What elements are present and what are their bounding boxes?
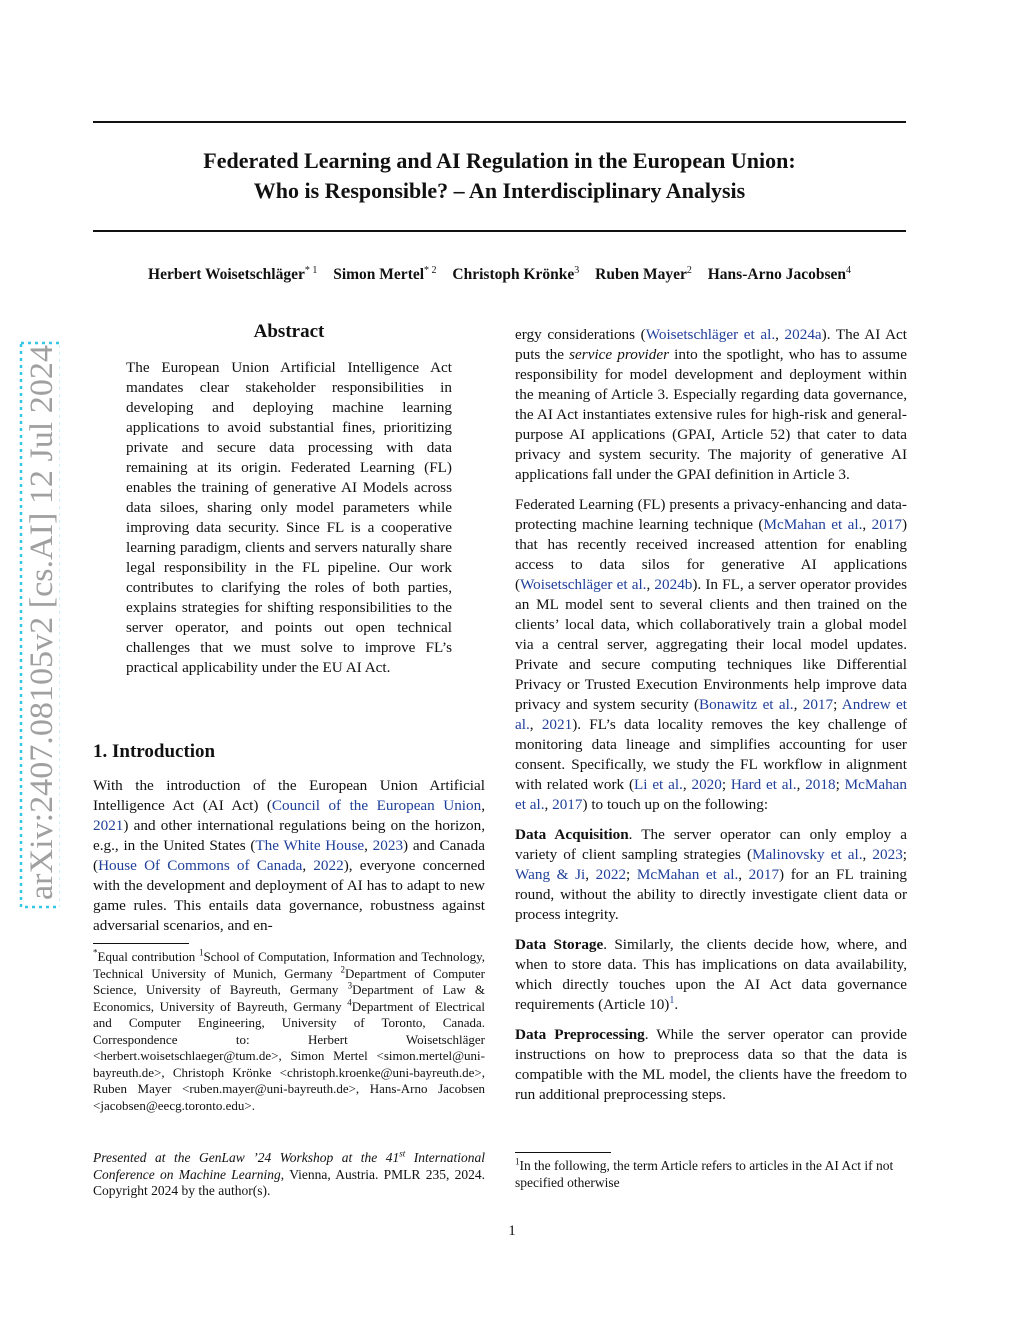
introduction-heading: 1. Introduction (93, 741, 216, 762)
data-preprocessing-paragraph: Data Preprocessing. While the server operator can provide instructions on how to preprocess data so that the data is compatible with the ML model, the clients have the freedom to run additional preprocessing steps. (515, 1026, 907, 1103)
title-bottom-rule (93, 230, 906, 232)
citation-link[interactable]: 2023 (372, 837, 404, 854)
citation-link[interactable]: 2024b (654, 576, 693, 593)
citation-link[interactable]: The White House (255, 837, 365, 854)
footnote-rule-right (515, 1152, 611, 1153)
citation-link[interactable]: 2017 (748, 866, 780, 883)
title-line-2: Who is Responsible? – An Interdisciplinary Analysis (253, 178, 746, 203)
intro-paragraph-continued: ergy considerations (Woisetschläger et al., 2024a). The AI Act puts the service provider into the spotlight, who has to assume responsibility for model development and deployment within the meaning of Article 3. Especially regarding data governance, the AI Act instantiates extensive rules for high-risk and general-purpose AI applications (GPAI, Article 52) that cater to data privacy and system security. The majority of generative AI applications fall under the GPAI definition in Article 3. (515, 326, 908, 483)
author: Ruben Mayer$^2$ (595, 264, 692, 283)
citation-link[interactable]: Li et al. (634, 776, 683, 793)
citation-link[interactable]: Woisetschläger et al. (520, 576, 647, 593)
arxiv-stamp (0, 0, 60, 1325)
citation-link[interactable]: Hard et al. (730, 776, 797, 793)
citation-link[interactable]: 2017 (871, 516, 902, 533)
intro-paragraph-left: With the introduction of the European Union Artificial Intelligence Act (AI Act) (Council of the European Union, 2021) and other international regulations being on the horizon, e.g., in the United States (The White House, 2023) and Canada (House Of Commons of Canada, 2022), everyone concerned with the development and deployment of AI has to adapt to new game rules. This entails data governance, robustness against adversarial scenarios, and en- (93, 777, 486, 934)
author: Herbert Woisetschläger$^{* 1}$ (148, 264, 318, 283)
citation-link[interactable]: 2021 (541, 716, 573, 733)
citation-link[interactable]: 2022 (313, 857, 344, 874)
citation-link[interactable]: 2023 (872, 846, 903, 863)
citation-link[interactable]: Woisetschläger et al. (645, 326, 776, 343)
abstract-text: The European Union Artificial Intelligence Act mandates clear stakeholder responsibilities in developing and deploying machine learning applications to avoid substantial fines, prioritizing private and secure data processing with data remaining at its origin. Federated Learning (FL) enables the training of generative AI Models across data siloes, sharing only model parameters while improving data security. Since FL is a cooperative learning paradigm, clients and servers naturally share legal responsibility in the FL pipeline. Our work contributes to clarifying the roles of both parties, explains strategies for shifting responsibilities to the server operator, and points out open technical challenges that we must solve to improve FL’s practical applicability under the EU AI Act. (126, 359, 452, 676)
citation-link[interactable]: 2020 (691, 776, 722, 793)
paper-title (93, 146, 906, 206)
citation-link[interactable]: 2018 (805, 776, 836, 793)
author-list (93, 266, 906, 284)
citation-link[interactable]: McMahan et al. (763, 516, 863, 533)
page-number: 1 (508, 1223, 516, 1239)
footnote-rule-left (93, 943, 189, 944)
footnote-link[interactable]: 1 (669, 994, 675, 1006)
citation-link[interactable]: McMahan et al. (515, 776, 908, 813)
presented-at-note: Presented at the GenLaw ’24 Workshop at the 41st International Conference on Machine Learning, Vienna, Austria. PMLR 235, 2024. Copyright 2024 by the author(s). (93, 1148, 485, 1198)
citation-link[interactable]: McMahan et al. (636, 866, 739, 883)
author: Simon Mertel$^{* 2}$ (333, 264, 437, 283)
right-column (515, 325, 907, 1105)
author: Hans-Arno Jacobsen$^4$ (707, 264, 851, 283)
citation-link[interactable]: Council of the European Union (271, 797, 482, 814)
article-footnote: $^1$In the following, the term Article refers to articles in the AI Act if not specified otherwise (515, 1156, 894, 1190)
citation-link[interactable]: 2017 (552, 796, 583, 813)
citation-link[interactable]: 2022 (595, 866, 627, 883)
citation-link[interactable]: Bonawitz et al. (699, 696, 794, 713)
arxiv-identifier: arXiv:2407.08105v2 [cs.AI] 12 Jul 2024 (24, 362, 60, 900)
citation-link[interactable]: Malinovsky et al. (752, 846, 863, 863)
citation-link[interactable]: 2017 (802, 696, 834, 713)
title-top-rule (93, 121, 906, 123)
data-storage-paragraph: Data Storage. Similarly, the clients decide how, where, and when to store data. This has implications on data availability, which directly touches upon the AI Act data governance requirements (Article 10)$^1$. (515, 936, 907, 1013)
author: Christoph Krönke$^3$ (452, 264, 580, 283)
affiliations-footnote: *Equal contribution $^1$School of Computation, Information and Technology, Technical University of Munich, Germany $^2$Department of Computer Science, University of Bayreuth, Germany $^3$Department of Law & Economics, University of Bayreuth, Germany $^4$Department of Electrical and Computer Engineering, University of Toronto, Canada. Correspondence to: Herbert Woisetschläger <herbert.woisetschlaeger@tum.de>, Simon Mertel <simon.mertel@uni-bayreuth.de>, Christoph Krönke <christoph.kroenke@uni-bayreuth.de>, Ruben Mayer <ruben.mayer@uni-bayreuth.de>, Hans-Arno Jacobsen <jacobsen@eecg.toronto.edu>. (93, 947, 486, 1113)
citation-link[interactable]: 2021 (93, 817, 124, 834)
data-acquisition-paragraph: Data Acquisition. The server operator can only employ a variety of client sampling strategies (Malinovsky et al., 2023; Wang & Ji, 2022; McMahan et al., 2017) for an FL training round, without the ability to directly investigate client data or process integrity. (515, 826, 908, 923)
citation-link[interactable]: 2024a (784, 326, 822, 343)
federated-learning-paragraph: Federated Learning (FL) presents a privacy-enhancing and data-protecting machine learning technique (McMahan et al., 2017) that has recently received increased attention for enabling access to data silos for generative AI applications (Woisetschläger et al., 2024b). In FL, a server operator provides an ML model sent to several clients and then trained on the clients’ local data, which collaboratively train a global model via a central server, aggregating their local model updates. Private and secure computing techniques like Differential Privacy or Trusted Execution Environments help improve data privacy and system security (Bonawitz et al., 2017; Andrew et al., 2021). FL’s data locality removes the key challenge of monitoring data lineage and simplifies accounting for user consent. Specifically, we study the FL workflow in alignment with related work (Li et al., 2020; Hard et al., 2018; McMahan et al., 2017) to touch up on the following: (515, 496, 908, 813)
citation-link[interactable]: Wang & Ji (515, 866, 586, 883)
title-line-1: Federated Learning and AI Regulation in the European Union: (203, 148, 796, 173)
abstract-heading: Abstract (253, 321, 325, 342)
citation-link[interactable]: Andrew et al. (515, 696, 907, 733)
citation-link[interactable]: House Of Commons of Canada (98, 857, 303, 874)
